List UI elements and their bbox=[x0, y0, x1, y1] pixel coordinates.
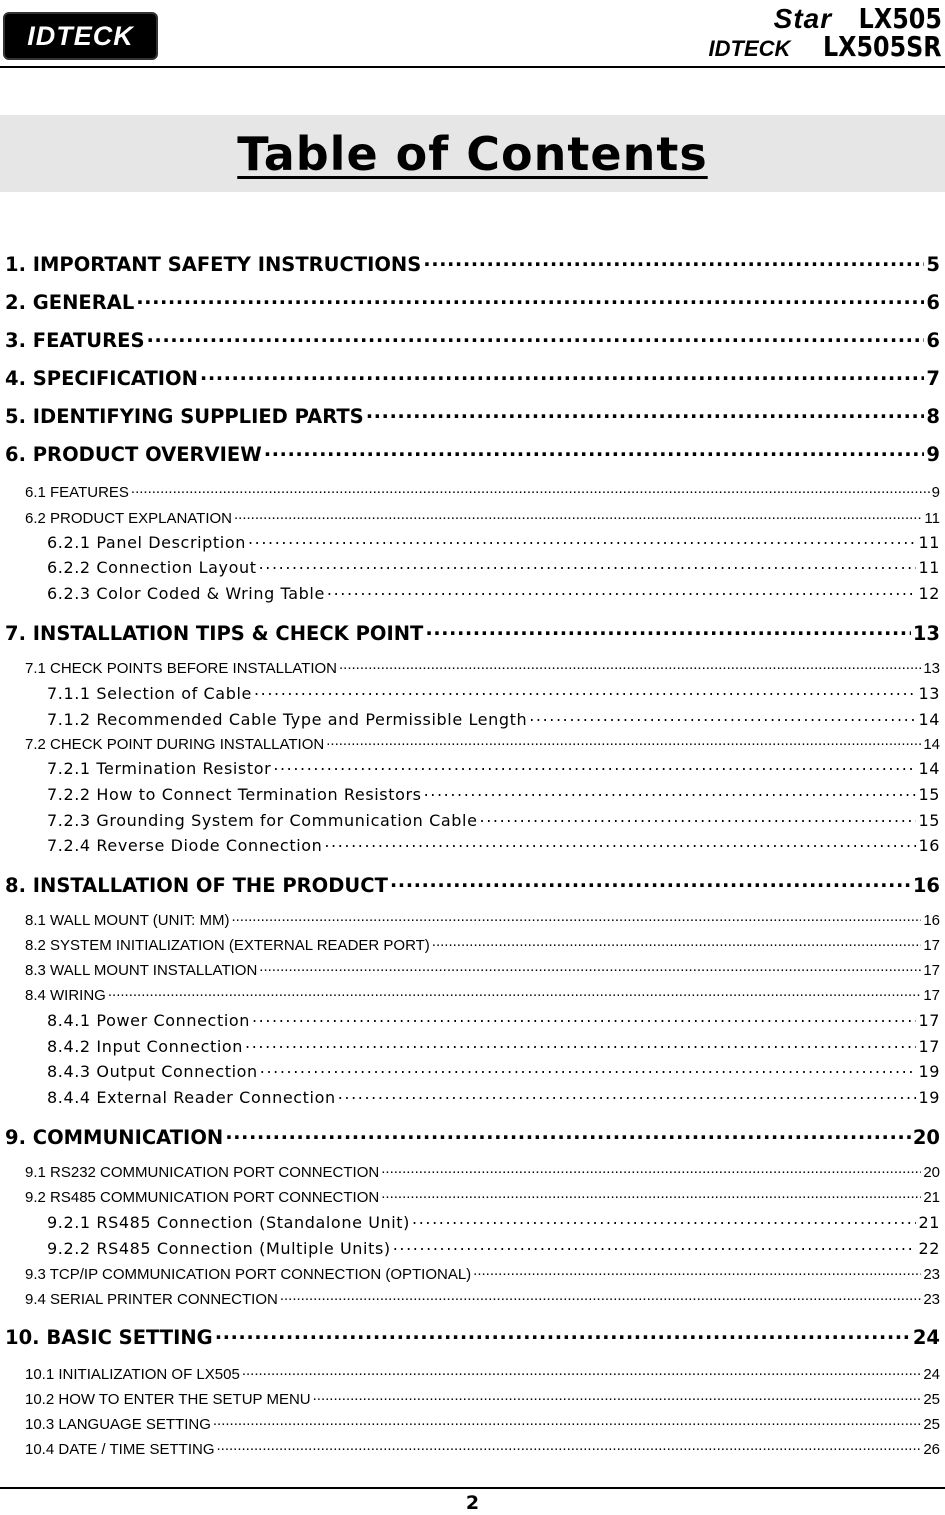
toc-entry[interactable] bbox=[47, 758, 940, 780]
toc-entry-page: 17 bbox=[923, 962, 940, 979]
dot-leader bbox=[259, 557, 917, 573]
toc-entry-label: 9. COMMUNICATION bbox=[5, 1125, 224, 1149]
toc-entry-label: 7.2.2 How to Connect Termination Resistors bbox=[47, 785, 422, 804]
idteck-logo bbox=[3, 12, 158, 60]
toc-entry-page: 14 bbox=[923, 736, 940, 753]
toc-entry-label: 10. BASIC SETTING bbox=[5, 1325, 213, 1349]
toc-entry[interactable] bbox=[25, 508, 940, 528]
dot-leader bbox=[215, 1324, 911, 1344]
dot-leader bbox=[200, 365, 925, 385]
toc-entry-page: 5 bbox=[926, 252, 940, 276]
toc-entry-page: 17 bbox=[923, 987, 940, 1004]
toc-entry[interactable] bbox=[5, 1324, 940, 1350]
toc-entry-page: 11 bbox=[918, 558, 940, 577]
toc-entry[interactable] bbox=[47, 709, 940, 731]
toc-entry-label: 8.4.3 Output Connection bbox=[47, 1062, 258, 1081]
toc-entry-label: 8.4.2 Input Connection bbox=[47, 1037, 244, 1056]
dot-leader bbox=[260, 1061, 917, 1077]
dot-leader bbox=[245, 1036, 916, 1052]
dot-leader bbox=[136, 289, 924, 309]
dot-leader bbox=[225, 1124, 911, 1144]
toc-entry[interactable] bbox=[25, 1439, 940, 1459]
toc-entry-label: 7.1.1 Selection of Cable bbox=[47, 684, 252, 703]
toc-entry-label: 6.2 PRODUCT EXPLANATION bbox=[25, 510, 232, 527]
logo-text: IDTECK bbox=[27, 20, 134, 51]
dot-leader bbox=[280, 1289, 921, 1304]
toc-entry-label: 10.1 INITIALIZATION OF LX505 bbox=[25, 1366, 240, 1383]
toc-entry-label: 2. GENERAL bbox=[5, 290, 135, 314]
toc-entry-label: 7.2.4 Reverse Diode Connection bbox=[47, 836, 323, 855]
toc-entry[interactable] bbox=[47, 683, 940, 705]
toc-entry-label: 6.2.1 Panel Description bbox=[47, 533, 246, 552]
toc-entry[interactable] bbox=[25, 658, 940, 678]
toc-entry[interactable] bbox=[25, 910, 940, 930]
toc-entry-label: 8.4.4 External Reader Connection bbox=[47, 1088, 336, 1107]
dot-leader bbox=[381, 1162, 921, 1177]
dot-leader bbox=[423, 251, 924, 271]
toc-entry-label: 7. INSTALLATION TIPS & CHECK POINT bbox=[5, 621, 424, 645]
dot-leader bbox=[390, 872, 911, 892]
toc-entry[interactable] bbox=[47, 810, 940, 832]
toc-entry[interactable] bbox=[25, 482, 940, 502]
toc-entry[interactable] bbox=[5, 327, 940, 353]
toc-entry-page: 15 bbox=[918, 811, 940, 830]
toc-entry-page: 21 bbox=[923, 1189, 940, 1206]
toc-entry-label: 9.4 SERIAL PRINTER CONNECTION bbox=[25, 1291, 278, 1308]
toc-entry-label: 8.1 WALL MOUNT (UNIT: MM) bbox=[25, 912, 230, 929]
title-band bbox=[0, 115, 945, 192]
toc-entry-page: 21 bbox=[918, 1213, 940, 1232]
dot-leader bbox=[529, 709, 916, 725]
toc-entry-label: 6.1 FEATURES bbox=[25, 484, 129, 501]
toc-entry-page: 14 bbox=[918, 710, 940, 729]
dot-leader bbox=[424, 784, 917, 800]
dot-leader bbox=[480, 810, 917, 826]
dot-leader bbox=[324, 835, 916, 851]
toc-entry-label: 9.1 RS232 COMMUNICATION PORT CONNECTION bbox=[25, 1164, 380, 1181]
toc-entry-page: 13 bbox=[918, 684, 940, 703]
toc-entry-label: 8.4.1 Power Connection bbox=[47, 1011, 250, 1030]
toc-entry[interactable] bbox=[47, 1212, 940, 1234]
toc-entry[interactable] bbox=[25, 960, 940, 980]
toc-entry-page: 25 bbox=[923, 1391, 940, 1408]
toc-entry[interactable] bbox=[47, 532, 940, 554]
toc-entry-label: 7.1 CHECK POINTS BEFORE INSTALLATION bbox=[25, 660, 338, 677]
dot-leader bbox=[254, 683, 916, 699]
toc-entry-label: 8.3 WALL MOUNT INSTALLATION bbox=[25, 962, 258, 979]
dot-leader bbox=[242, 1364, 922, 1379]
toc-entry-page: 11 bbox=[924, 510, 940, 527]
toc-entry-page: 19 bbox=[918, 1088, 940, 1107]
toc-entry-page: 16 bbox=[918, 836, 940, 855]
toc-entry-page: 17 bbox=[918, 1037, 940, 1056]
toc-entry[interactable] bbox=[47, 1036, 940, 1058]
toc-entry-page: 7 bbox=[926, 366, 940, 390]
dot-leader bbox=[313, 1389, 922, 1404]
toc-entry-page: 23 bbox=[923, 1291, 940, 1308]
toc-entry[interactable] bbox=[25, 935, 940, 955]
model-lx505: LX505 bbox=[858, 2, 942, 35]
dot-leader bbox=[338, 1087, 917, 1103]
toc-entry-page: 9 bbox=[931, 484, 940, 501]
dot-leader bbox=[393, 1238, 917, 1254]
toc-entry[interactable] bbox=[5, 872, 940, 898]
toc-entry-label: 6.2.3 Color Coded & Wring Table bbox=[47, 584, 325, 603]
dot-leader bbox=[252, 1010, 916, 1026]
toc-entry-page: 6 bbox=[926, 328, 940, 352]
toc-entry-page: 13 bbox=[923, 660, 940, 677]
toc-entry[interactable] bbox=[25, 1389, 940, 1409]
toc-entry-page: 11 bbox=[918, 533, 940, 552]
toc-entry-page: 6 bbox=[926, 290, 940, 314]
toc-entry-label: 4. SPECIFICATION bbox=[5, 366, 198, 390]
dot-leader bbox=[425, 620, 911, 640]
toc-entry-label: 8.2 SYSTEM INITIALIZATION (EXTERNAL READER PORT) bbox=[25, 937, 430, 954]
toc-entry[interactable] bbox=[47, 1061, 940, 1083]
toc-entry-label: 10.2 HOW TO ENTER THE SETUP MENU bbox=[25, 1391, 311, 1408]
dot-leader bbox=[326, 734, 921, 749]
toc-entry[interactable] bbox=[47, 1010, 940, 1032]
toc-entry-page: 20 bbox=[912, 1125, 940, 1149]
toc-entry[interactable] bbox=[25, 1414, 940, 1434]
toc-entry[interactable] bbox=[5, 365, 940, 391]
toc-entry[interactable] bbox=[25, 1289, 940, 1309]
dot-leader bbox=[473, 1264, 921, 1279]
toc-entry-page: 15 bbox=[918, 785, 940, 804]
toc-entry-label: 8.4 WIRING bbox=[25, 987, 106, 1004]
dot-leader bbox=[131, 482, 930, 497]
model-lx505sr: LX505SR bbox=[823, 30, 942, 63]
toc-entry[interactable] bbox=[5, 620, 940, 646]
toc-entry-page: 12 bbox=[918, 584, 940, 603]
dot-leader bbox=[248, 532, 916, 548]
toc-entry-label: 5. IDENTIFYING SUPPLIED PARTS bbox=[5, 404, 364, 428]
brand-star: Star bbox=[773, 3, 833, 34]
toc-entry[interactable] bbox=[25, 1162, 940, 1182]
dot-leader bbox=[339, 658, 921, 673]
toc-entry-label: 7.2 CHECK POINT DURING INSTALLATION bbox=[25, 736, 325, 753]
toc-entry-label: 6. PRODUCT OVERVIEW bbox=[5, 442, 262, 466]
brand-idteck: IDTECK bbox=[708, 36, 791, 61]
toc-entry-page: 23 bbox=[923, 1266, 940, 1283]
toc-entry[interactable] bbox=[5, 1124, 940, 1150]
dot-leader bbox=[147, 327, 925, 347]
product-brand bbox=[682, 2, 942, 62]
toc-entry-label: 7.1.2 Recommended Cable Type and Permissible Length bbox=[47, 710, 528, 729]
toc-entry[interactable] bbox=[5, 403, 940, 429]
toc-entry-label: 7.2.1 Termination Resistor bbox=[47, 759, 272, 778]
toc-entry-label: 9.2.1 RS485 Connection (Standalone Unit) bbox=[47, 1213, 411, 1232]
toc-entry-page: 22 bbox=[918, 1239, 940, 1258]
toc-entry[interactable] bbox=[47, 583, 940, 605]
toc-entry[interactable] bbox=[47, 1238, 940, 1260]
toc-entry-label: 8. INSTALLATION OF THE PRODUCT bbox=[5, 873, 388, 897]
toc-entry[interactable] bbox=[25, 734, 940, 754]
dot-leader bbox=[273, 758, 916, 774]
toc-entry-label: 1. IMPORTANT SAFETY INSTRUCTIONS bbox=[5, 252, 422, 276]
dot-leader bbox=[264, 441, 925, 461]
toc-entry-page: 17 bbox=[918, 1011, 940, 1030]
toc-entry-page: 13 bbox=[912, 621, 940, 645]
dot-leader bbox=[432, 935, 922, 950]
toc-entry-page: 16 bbox=[912, 873, 940, 897]
toc-entry-page: 24 bbox=[912, 1325, 940, 1349]
dot-leader bbox=[231, 910, 921, 925]
toc-entry-page: 17 bbox=[923, 937, 940, 954]
dot-leader bbox=[412, 1212, 916, 1228]
dot-leader bbox=[327, 583, 917, 599]
page-title: Table of Contents bbox=[237, 126, 708, 181]
toc-entry-label: 7.2.3 Grounding System for Communication Cable bbox=[47, 811, 478, 830]
toc-entry[interactable] bbox=[25, 985, 940, 1005]
toc-entry-page: 8 bbox=[926, 404, 940, 428]
toc-entry-label: 10.3 LANGUAGE SETTING bbox=[25, 1416, 211, 1433]
toc-entry[interactable] bbox=[25, 1264, 940, 1284]
toc-entry[interactable] bbox=[25, 1364, 940, 1384]
toc-entry-label: 3. FEATURES bbox=[5, 328, 145, 352]
page-number: 2 bbox=[465, 1492, 480, 1514]
dot-leader bbox=[381, 1187, 921, 1202]
dot-leader bbox=[234, 508, 922, 523]
toc-entry-page: 26 bbox=[923, 1441, 940, 1458]
toc-entry[interactable] bbox=[47, 1087, 940, 1109]
toc-entry-label: 9.2 RS485 COMMUNICATION PORT CONNECTION bbox=[25, 1189, 380, 1206]
toc-entry-page: 20 bbox=[923, 1164, 940, 1181]
dot-leader bbox=[108, 985, 921, 1000]
toc-entry-label: 9.3 TCP/IP COMMUNICATION PORT CONNECTION (OPTIONAL) bbox=[25, 1266, 472, 1283]
toc-entry[interactable] bbox=[25, 1187, 940, 1207]
toc-entry[interactable] bbox=[47, 784, 940, 806]
dot-leader bbox=[217, 1439, 922, 1454]
toc-entry-page: 16 bbox=[923, 912, 940, 929]
dot-leader bbox=[259, 960, 921, 975]
toc-entry-page: 25 bbox=[923, 1416, 940, 1433]
toc-entry-page: 24 bbox=[923, 1366, 940, 1383]
toc-entry-page: 9 bbox=[926, 442, 940, 466]
toc-entry-label: 6.2.2 Connection Layout bbox=[47, 558, 257, 577]
toc-entry-page: 19 bbox=[918, 1062, 940, 1081]
header-divider bbox=[0, 66, 945, 68]
dot-leader bbox=[366, 403, 925, 423]
toc-entry[interactable] bbox=[5, 441, 940, 467]
toc-entry[interactable] bbox=[47, 557, 940, 579]
toc-entry-label: 9.2.2 RS485 Connection (Multiple Units) bbox=[47, 1239, 391, 1258]
toc-entry[interactable] bbox=[5, 289, 940, 315]
toc-entry[interactable] bbox=[5, 251, 940, 277]
toc-entry-page: 14 bbox=[918, 759, 940, 778]
footer-divider bbox=[0, 1487, 945, 1489]
page-header bbox=[0, 0, 945, 66]
toc-entry-label: 10.4 DATE / TIME SETTING bbox=[25, 1441, 215, 1458]
toc-entry[interactable] bbox=[47, 835, 940, 857]
dot-leader bbox=[213, 1414, 921, 1429]
